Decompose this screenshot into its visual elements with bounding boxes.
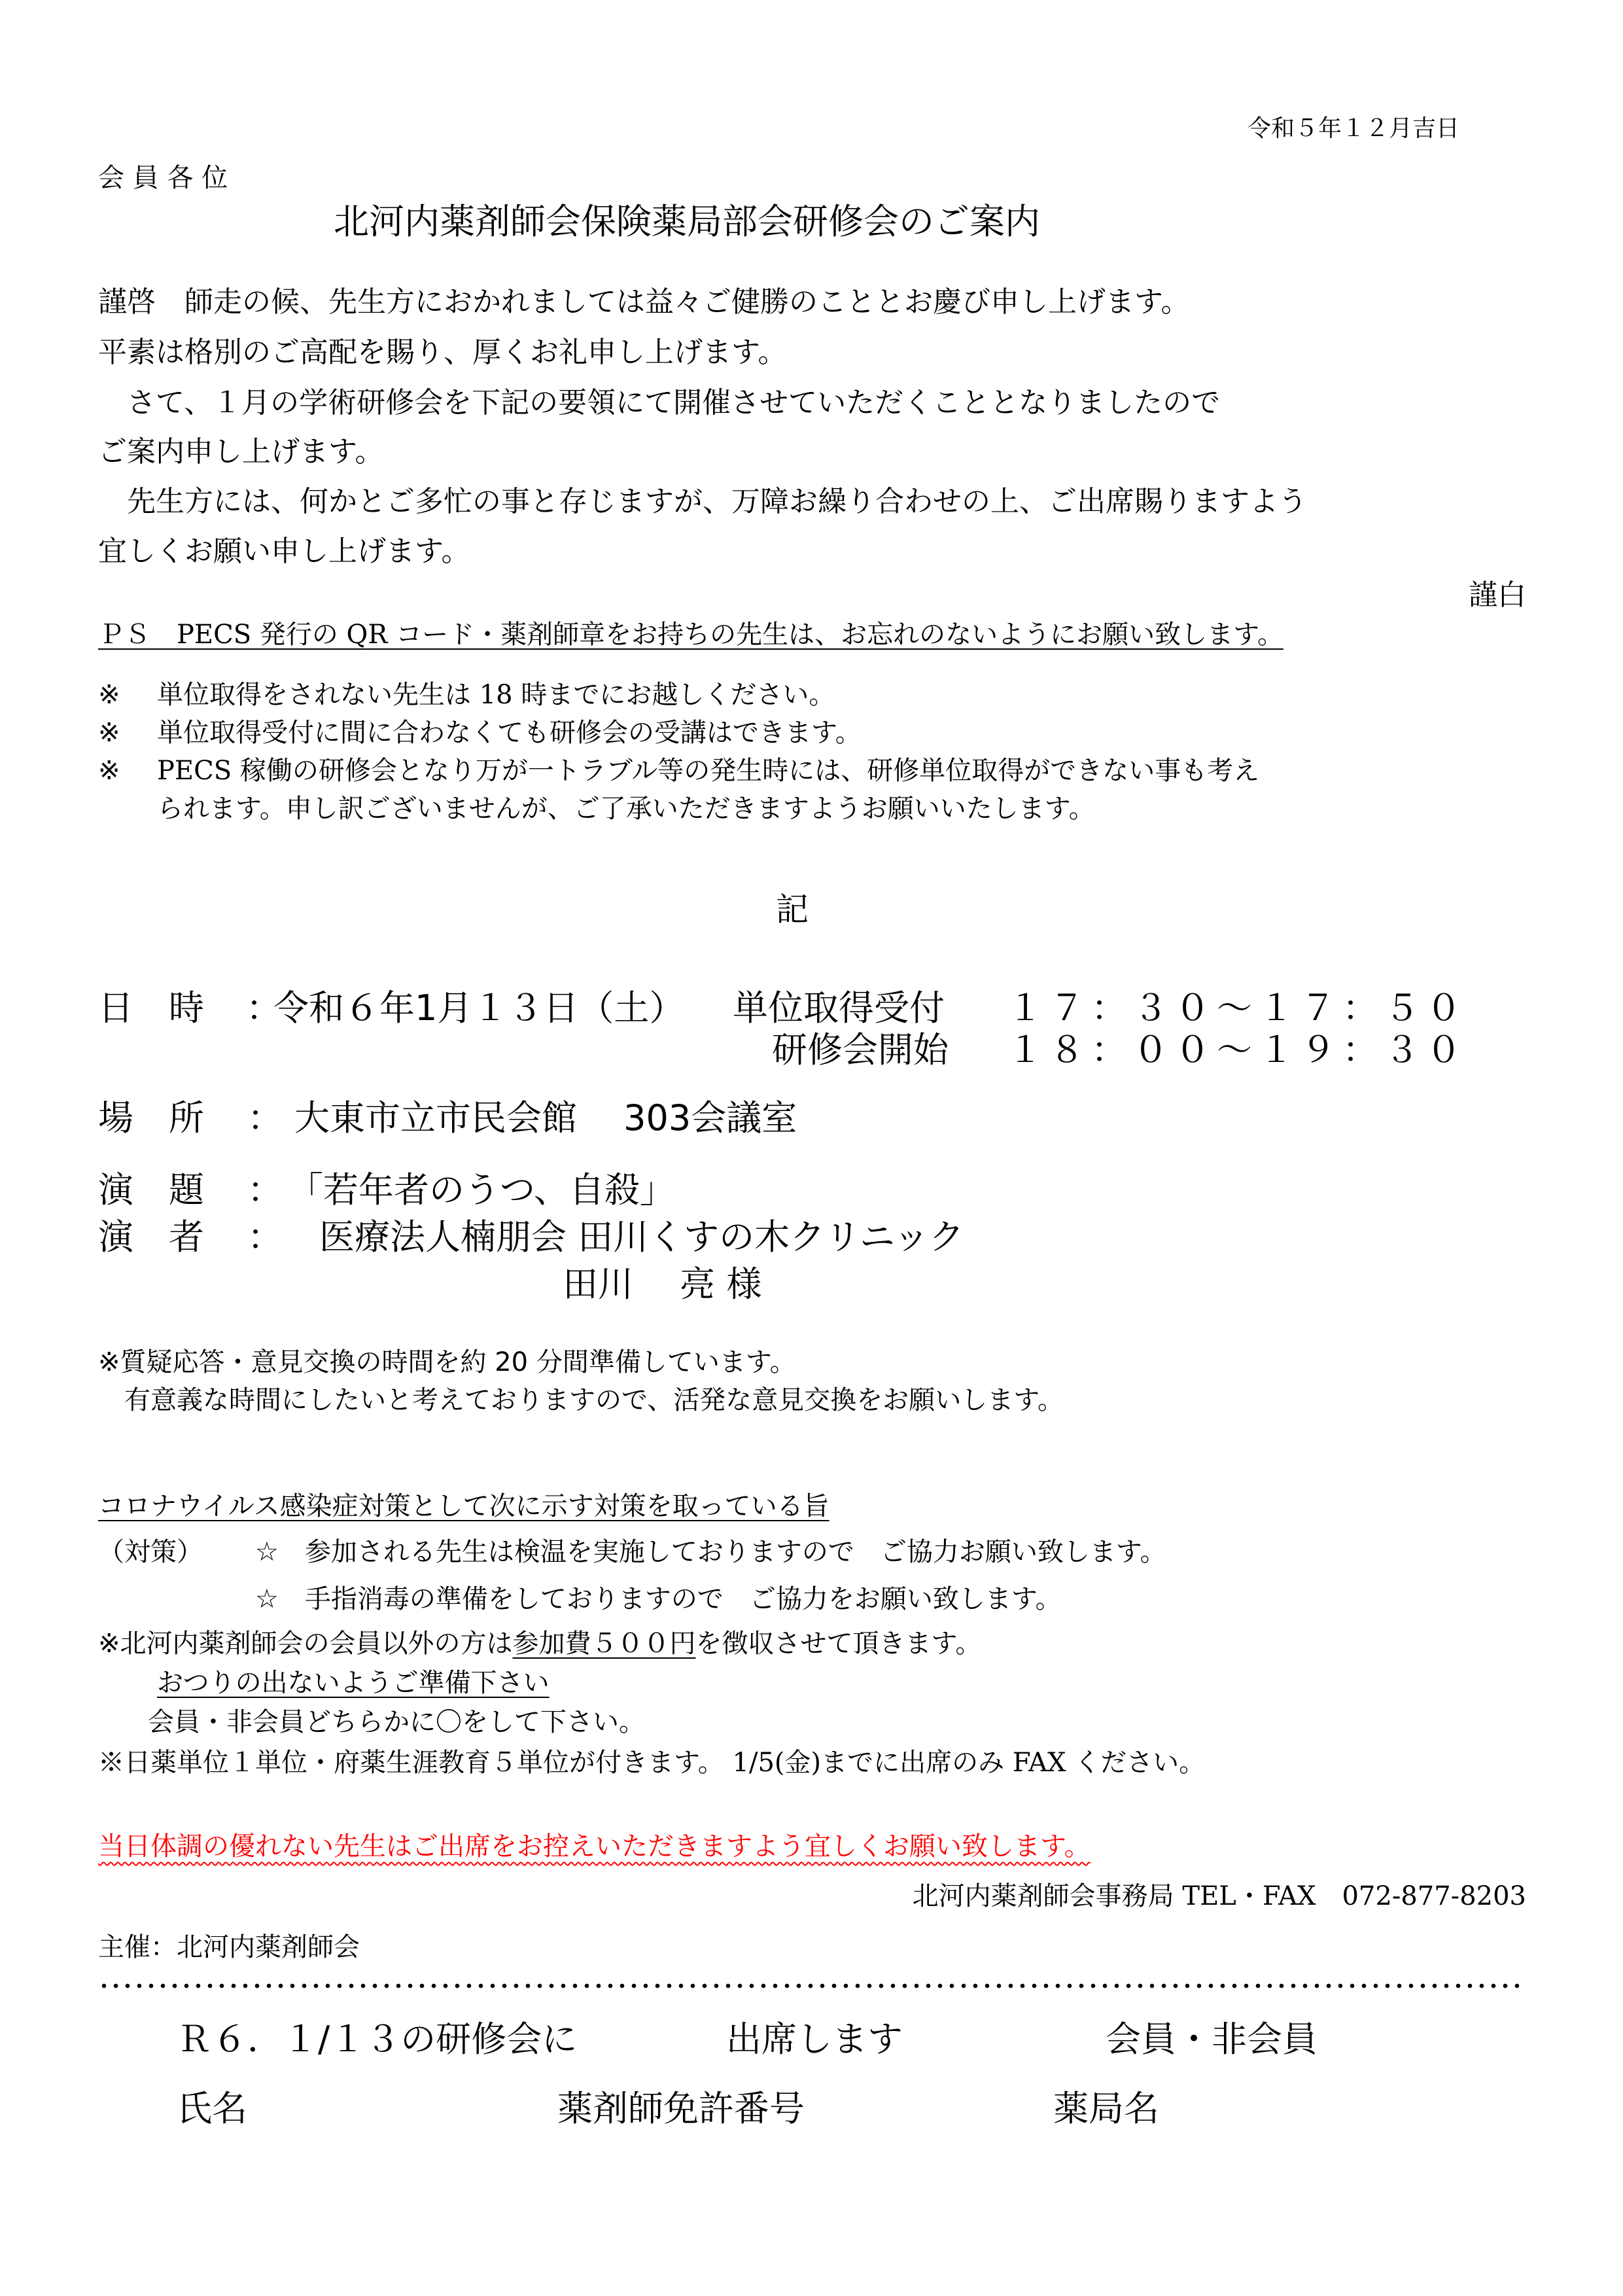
note-mark: ※	[98, 718, 120, 748]
greeting-line: 謹啓 師走の候、先生方におかれましては益々ご健勝のこととお慶び申し上げます。	[98, 285, 1190, 319]
greeting-line: 先生方には、何かとご多忙の事と存じますが、万障お繰り合わせの上、ご出席賜りますよう	[98, 485, 1307, 518]
note-continuation: られます。申し訳ございませんが、ご了承いただきますようお願いいたします。	[157, 794, 1095, 824]
host: 主催：北河内薬剤師会	[98, 1932, 360, 1962]
note-text: PECS 稼働の研修会となり万が一トラブル等の発生時には、研修単位取得ができない事も考え	[157, 756, 1260, 786]
schedule-label: 日 時	[98, 987, 204, 1029]
speaker-affiliation: 医療法人楠朋会 田川くすの木クリニック	[319, 1216, 964, 1258]
start-time: １８：００～１９：３０	[1007, 1029, 1468, 1070]
qa-line: ※質疑応答・意見交換の時間を約 20 分間準備しています。	[98, 1347, 796, 1377]
schedule-date: 令和６年1月１３日（土）	[273, 987, 685, 1029]
form-name-label: 氏名	[177, 2088, 247, 2129]
addressee: 会 員 各 位	[98, 163, 228, 193]
note-mark: ※	[98, 680, 120, 710]
form-pharmacy-label: 薬局名	[1053, 2088, 1159, 2129]
venue-label: 場 所	[98, 1097, 204, 1139]
fee-change-note: おつりの出ないようご準備下さい	[157, 1668, 550, 1698]
fee-amount: 参加費５００円	[512, 1629, 696, 1659]
greeting-line: さて、１月の学術研修会を下記の要領にて開催させていただくこととなりましたので	[98, 386, 1221, 419]
greeting-line: ご案内申し上げます。	[98, 435, 384, 468]
covid-item: ☆ 手指消毒の準備をしておりますので ご協力をお願い致します。	[255, 1584, 1062, 1614]
topic-value: 「若年者のうつ、自殺」	[288, 1169, 675, 1210]
greeting-line: 宜しくお願い申し上げます。	[98, 535, 470, 568]
covid-heading: コロナウイルス感染症対策として次に示す対策を取っている旨	[98, 1491, 829, 1521]
cut-line	[98, 1983, 1524, 1989]
form-attend[interactable]: 出席します	[726, 2019, 903, 2060]
covid-item: ☆ 参加される先生は検温を実施しておりますので ご協力お願い致します。	[255, 1537, 1166, 1567]
topic-label: 演 題	[98, 1169, 204, 1210]
fee-post: を徴収させて頂きます。	[695, 1629, 982, 1659]
speaker-name: 田川 亮 様	[563, 1263, 762, 1305]
topic-colon: ：	[247, 1169, 283, 1210]
covid-label: （対策）	[98, 1537, 203, 1567]
reception-time: １７：３０～１７：５０	[1007, 987, 1468, 1029]
health-warning: 当日体調の優れない先生はご出席をお控えいただきますよう宜しくお願い致します。	[98, 1831, 1091, 1862]
form-license-label: 薬剤師免許番号	[557, 2088, 805, 2129]
greeting-line: 平素は格別のご高配を賜り、厚くお礼申し上げます。	[98, 336, 787, 369]
venue-value: 大東市立市民会館 303会議室	[294, 1097, 797, 1139]
note-item	[98, 712, 862, 749]
qa-line: 有意義な時間にしたいと考えておりますので、活発な意見交換をお願いします。	[98, 1385, 1064, 1415]
office-contact: 北河内薬剤師会事務局 TEL・FAX 072-877-8203	[912, 1881, 1526, 1911]
speaker-colon: ：	[247, 1216, 283, 1258]
fee-circle-note: 会員・非会員どちらかに〇をして下さい。	[148, 1707, 645, 1737]
note-mark: ※	[98, 756, 120, 786]
form-event: Ｒ６．１/１３の研修会に	[177, 2019, 578, 2060]
form-member-choice[interactable]: 会員・非会員	[1106, 2019, 1318, 2060]
issue-date: 令和５年１２月吉日	[1247, 115, 1459, 142]
fee-pre: ※北河内薬剤師会の会員以外の方は	[98, 1629, 513, 1659]
units-note: ※日薬単位１単位・府薬生涯教育５単位が付きます。 1/5(金)までに出席のみ FAX ください。	[98, 1748, 1206, 1778]
closing: 謹白	[1469, 578, 1526, 612]
page-title: 北河内薬剤師会保険薬局部会研修会のご案内	[334, 201, 1040, 242]
speaker-label: 演 者	[98, 1216, 204, 1258]
note-item	[98, 750, 1259, 787]
ps-note: ＰＳ PECS 発行の QR コード・薬剤師章をお持ちの先生は、お忘れのないようにお願い致します。	[98, 620, 1283, 650]
note-text: 単位取得をされない先生は 18 時までにお越しください。	[157, 680, 835, 710]
note-text: 単位取得受付に間に合わなくても研修会の受講はできます。	[157, 718, 862, 748]
venue-colon: ：	[247, 1097, 283, 1139]
ki-heading: 記	[776, 891, 809, 928]
note-item	[98, 674, 835, 711]
schedule-colon: ：	[246, 987, 281, 1029]
fee-line	[98, 1623, 981, 1660]
reception-label: 単位取得受付	[733, 987, 945, 1029]
start-label: 研修会開始	[772, 1029, 949, 1070]
